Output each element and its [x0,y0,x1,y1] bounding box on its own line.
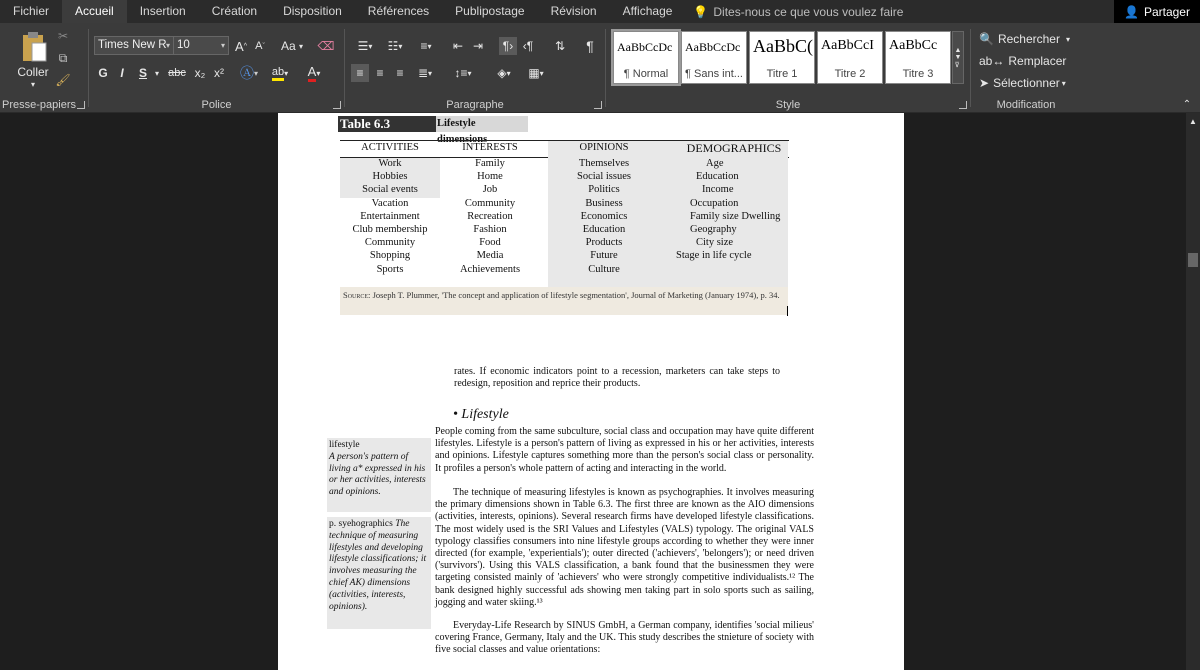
increase-indent-icon[interactable]: ⇥ [472,39,484,53]
table-cell: Social events [362,184,418,196]
table-cell: Entertainment [360,210,420,222]
find-label: Rechercher [997,32,1060,46]
style-sample: AaBbCcDc [617,40,673,54]
table-cell: Recreation [467,210,513,222]
margin-note-lifestyle [327,438,431,512]
share-label: Partager [1143,4,1190,19]
ribbon [0,23,1200,113]
margin-definition: A person's pattern of living a* expressed in his or her activities, interests and opinions. [329,451,426,498]
bullets-icon[interactable]: ☰ ▾ [357,39,373,53]
table-cell: Family [475,158,505,169]
font-name-combo[interactable] [94,36,174,55]
source-prefix: Source: [343,290,371,300]
style-name: Titre 3 [902,68,934,80]
font-color-icon[interactable]: A ▾ [299,64,329,82]
vertical-scrollbar[interactable] [1186,113,1200,670]
table-cell: Education [582,224,626,236]
table-cell: Politics [588,184,620,196]
clear-formatting-icon[interactable]: ⌫ [317,39,335,53]
margin-note-psychographics [327,517,431,629]
margin-definition-tail: dimensions (activities, interests, opinions). [329,577,411,612]
paragraph-psychographics: The technique of measuring lifestyles is known as psychographies. It involves measuring the primary dimensions shown in Table 6.3. The first three are known as the AIO dimensions (activities, interests, opinions). Several research firms have developed lifestyle classifications. The most widely used is the SRI Values and Lifestyles (VALS) typology. The original VALS typology classifies consumers into nine lifestyle groups according to whether they were inner directed (for example, 'experientials'); outer directed ('achievers', 'belongers'); or need driven ('survivors'). Using this VALS classification, a bank found that the businessmen they were targeting consisted mainly of 'achievers' who were strongly competitive individualists.¹² The bank designed highly successful ads showing men taking part in solo sports such as sailing, jogging and water skiing.¹³ [435,487,814,608]
paragraph-group [345,23,605,113]
clipboard-launcher-icon[interactable] [77,101,85,109]
select-button[interactable]: ➤ Sélectionner ▾ [979,76,1066,90]
grow-font-icon[interactable]: A ^ [235,38,247,54]
tab-accueil[interactable]: Accueil [62,0,127,23]
paste-dropdown-icon[interactable]: ▾ [30,79,35,89]
collapse-ribbon-icon[interactable]: ⌃ [1182,98,1192,110]
table-cell: Geography [690,224,737,236]
table-cell: Fashion [473,224,507,236]
text-effects-icon[interactable]: Ⓐ ▾ [239,65,258,81]
tell-me-text: Dites-nous ce que vous voulez faire [713,4,904,19]
paragraph-launcher-icon[interactable] [594,101,602,109]
align-left-icon[interactable]: ≡ [351,64,369,82]
table-cell: Club membership [352,224,428,236]
shrink-font-icon[interactable]: A ˇ [255,40,265,52]
column-activities [340,157,440,276]
margin-definition: The technique of measuring lifestyles and developing lifestyle classifications; it involves measuring the chief AK) [329,519,427,588]
multilevel-list-icon[interactable]: ≡ ▾ [420,39,432,53]
table-cell: Future [590,250,618,262]
tab-fichier[interactable]: Fichier [13,4,50,18]
table-cell: Food [479,237,501,249]
bold-button[interactable]: G [98,66,108,80]
style-normal[interactable] [613,31,679,84]
font-size-value: 10 [177,39,190,51]
column-demographics [658,157,781,263]
table-cell: Vacation [371,197,409,209]
paste-button[interactable] [17,29,51,65]
cut-icon[interactable]: ✂ [57,29,69,43]
table-title: Lifestyle [436,116,528,132]
column-header-demographics: DEMOGRAPHICS [686,141,782,155]
text-cursor [787,306,788,316]
share-button[interactable] [1114,0,1200,23]
tab-creation[interactable]: Création [211,4,258,18]
style-name: Titre 2 [834,68,866,80]
column-opinions [548,157,660,276]
style-sample: AaBbCcI [821,38,874,53]
table-cell: Economics [580,210,628,222]
strikethrough-button[interactable]: abc [168,67,186,79]
change-case-button[interactable]: Aa ▾ [280,39,304,53]
cursor-icon: ➤ [979,76,990,90]
margin-term: lifestyle [329,440,360,450]
ltr-icon[interactable]: ¶› [499,37,517,55]
font-label: Police [201,99,232,111]
replace-label: Remplacer [1008,54,1067,68]
clipboard-group [0,23,88,113]
table-cell: Community [464,197,516,209]
style-name: ¶ Sans int... [685,68,743,80]
tab-disposition[interactable]: Disposition [283,4,342,18]
table-cell: Sports [376,263,404,275]
styles-scroll[interactable]: ▲ ▼ ⊽ [952,31,964,84]
table-cell: Shopping [369,250,411,262]
decrease-indent-icon[interactable]: ⇤ [452,39,464,53]
style-sample: AaBbCcDc [685,40,741,54]
font-size-combo[interactable] [173,36,229,55]
paragraph-recession: rates. If economic indicators point to a recession, marketers can take steps to redesign, reposition and reprice their products. [454,366,780,390]
table-cell: Occupation [690,197,739,209]
scroll-thumb[interactable] [1188,253,1198,267]
table-cell: Business [585,197,623,209]
table-cell: Stage in life cycle [676,250,752,262]
table-cell: Job [482,184,498,196]
source-text: Joseph T. Plummer, 'The concept and application of lifestyle segmentation', Journal of Marketing (January 1974), p. 34. [372,290,780,300]
font-group [89,23,344,113]
sort-icon[interactable]: ⇅ [554,39,566,53]
table-cell: Community [364,237,416,249]
paragraph-lifestyle-definition: People coming from the same subculture, social class and occupation may have quite different lifestyles. Lifestyle is a person's pattern of living as expressed in his or her activities, interests and opinions. Lifestyle captures something more than the person's social class or personality. It profiles a person's whole pattern of acting and interacting in the world. [435,426,814,474]
style-title1[interactable] [749,31,815,84]
find-button[interactable]: 🔍 Rechercher ▾ [979,32,1070,46]
replace-icon: ab↔ [979,54,1005,68]
table-cell: Products [585,237,623,249]
clipboard-icon [20,31,48,63]
style-name: Titre 1 [766,68,798,80]
person-icon: 👤 [1124,4,1139,19]
table-label: Table 6.3 [338,116,436,132]
scroll-up-icon[interactable]: ▲ [1189,116,1197,126]
style-no-spacing[interactable] [681,31,747,84]
format-painter-icon[interactable]: 🖌 [55,73,71,87]
table-cell: Social issues [577,171,631,183]
table-cell: Culture [588,263,620,275]
style-title2[interactable] [817,31,883,84]
styles-group [606,23,970,113]
select-label: Sélectionner [993,76,1060,90]
tell-me-box[interactable] [693,5,903,19]
margin-term: p. syehographics [329,519,393,529]
search-icon: 🔍 [979,32,994,46]
paragraph-label: Paragraphe [446,99,504,111]
table-cell: Family size Dwelling [690,210,781,222]
column-header-interests: INTERESTS [462,142,518,153]
paragraph-sinus: Everyday-Life Research by SINUS GmbH, a German company, identifies 'social milieus' covering France, Germany, Italy and the UK. This study describes the stnieture of society with five social classes and value orientations: [435,620,814,656]
editing-label: Modification [996,99,1056,111]
table-cell: Education [696,171,739,183]
font-launcher-icon[interactable] [333,101,341,109]
style-name: ¶ Normal [623,68,669,80]
style-title3[interactable] [885,31,951,84]
column-header-opinions: OPINIONS [579,142,629,153]
table-cell: Work [378,158,402,169]
shading-icon[interactable]: ◈ ▾ [497,66,511,80]
superscript-button[interactable]: x² [214,66,224,80]
style-sample: AaBbC( [753,36,813,56]
italic-button[interactable]: I [120,66,124,80]
table-cell: Themselves [578,158,630,169]
chevron-down-icon[interactable]: ▾ [154,68,159,78]
clipboard-label: Presse-papiers [2,99,76,111]
subscript-button[interactable]: x₂ [194,66,206,80]
tab-references[interactable]: Références [367,4,430,18]
tab-publipostage[interactable]: Publipostage [455,4,525,18]
document-page[interactable] [278,113,904,670]
tab-affichage[interactable]: Affichage [622,4,673,18]
chevron-down-icon: ▾ [165,41,170,50]
underline-button[interactable]: S [138,66,147,80]
justify-icon[interactable]: ≣ ▾ [417,66,433,80]
table-cell: Media [476,250,504,262]
lightbulb-icon: 💡 [693,4,709,19]
column-interests [440,157,540,276]
rtl-icon[interactable]: ‹¶ [522,39,534,53]
highlight-icon[interactable]: ab ▾ [265,64,295,82]
font-name-value: Times New R [98,39,167,51]
numbering-icon[interactable]: ☷ ▾ [387,39,403,53]
editing-group [971,23,1081,113]
tab-insertion[interactable]: Insertion [139,4,186,18]
styles-label: Style [775,99,801,111]
styles-launcher-icon[interactable] [959,101,967,109]
borders-icon[interactable]: ▦ ▾ [528,66,544,80]
table-cell: City size [696,237,734,249]
table-cell: Age [706,158,724,169]
column-header-activities: ACTIVITIES [361,142,419,153]
table-cell: Hobbies [372,171,408,183]
table-source [340,287,788,315]
copy-icon[interactable]: ⧉ [58,50,68,65]
align-center-icon[interactable]: ≡ [376,66,384,80]
change-case-label: Aa [280,39,296,53]
table-cell: Income [702,184,734,196]
line-spacing-icon[interactable]: ↕≡ ▾ [454,66,472,80]
replace-button[interactable] [979,53,1079,69]
section-heading-lifestyle: • Lifestyle [453,407,509,422]
tab-revision[interactable]: Révision [550,4,597,18]
chevron-down-icon: ▾ [220,41,225,50]
table-cell: Achievements [459,263,521,275]
show-marks-button[interactable]: ¶ [586,38,594,54]
paste-label: Coller [17,65,49,79]
menu-bar [0,0,1200,23]
table-cell: Home [477,171,503,183]
align-right-icon[interactable]: ≡ [396,66,404,80]
style-sample: AaBbCc [889,38,938,53]
